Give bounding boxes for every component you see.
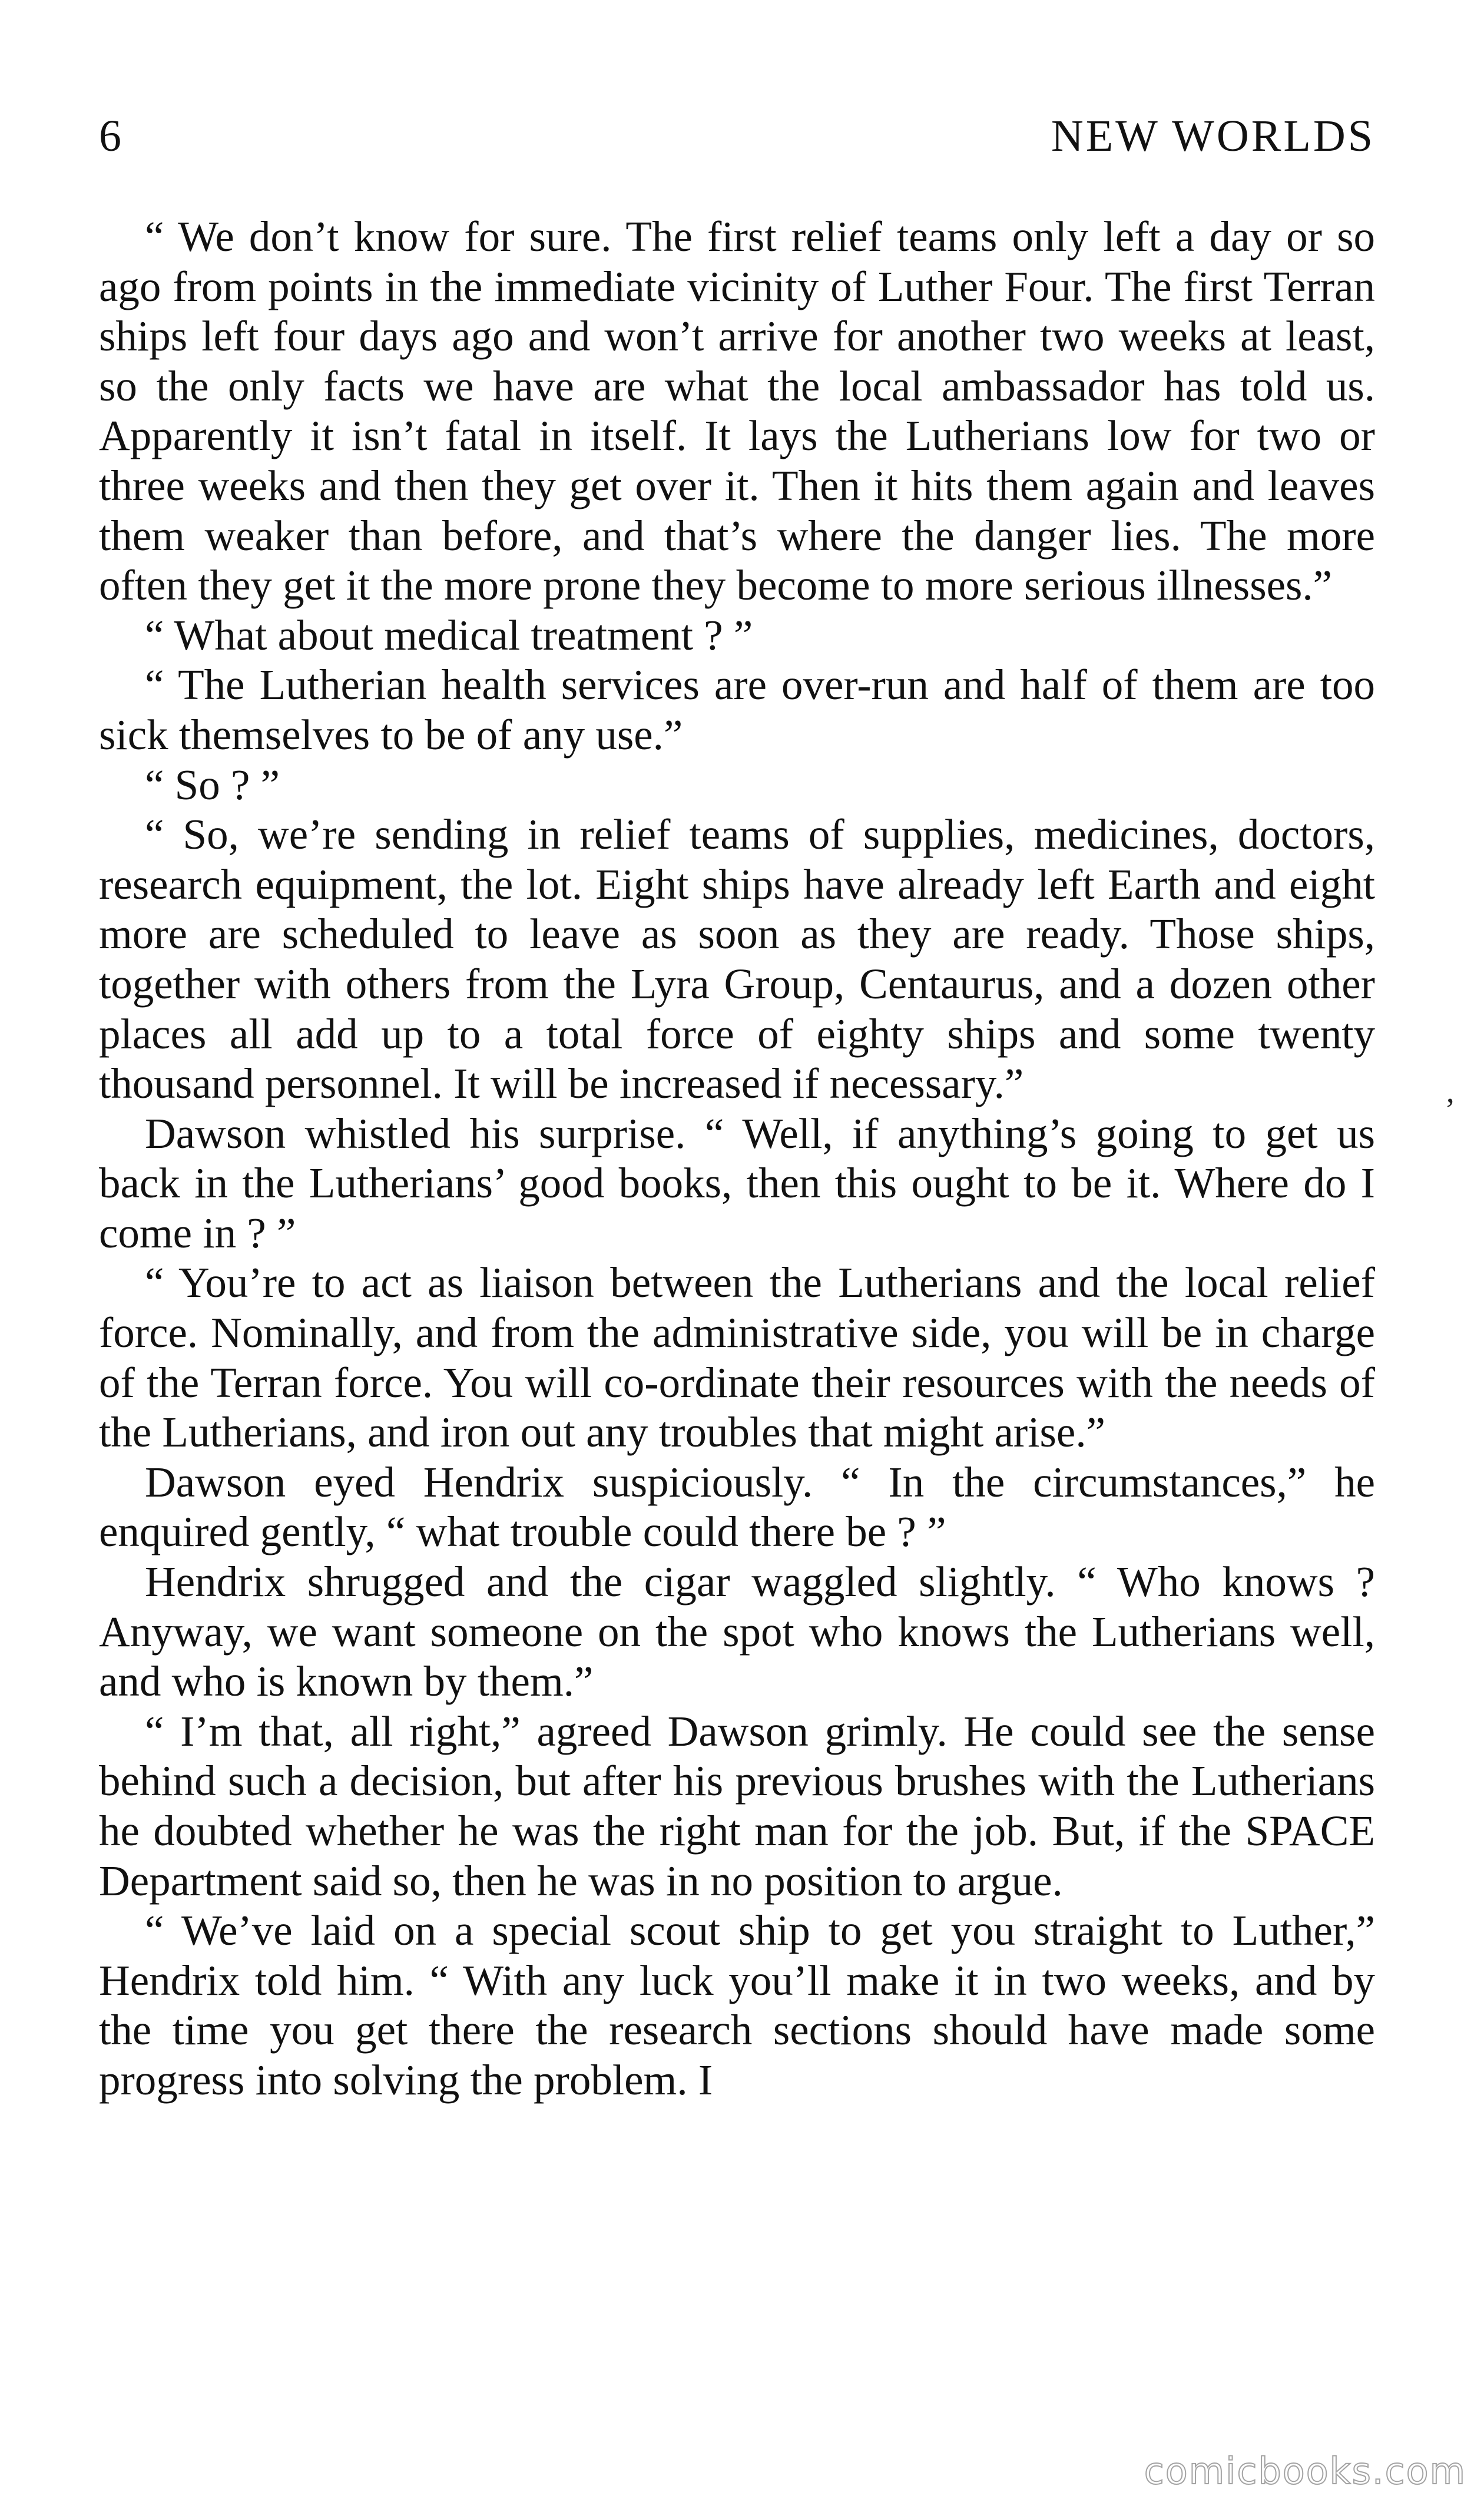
paragraph: “ We don’t know for sure. The first relief teams only left a day or so ago from points in the immediate vicinity of Luther Four. The first Terran ships left four days ago and won’t arrive for another two weeks at least, so the only facts we have are what the local ambassador has told us. Apparently it isn’t fatal in itself. It lays the Lutherians low for two or three weeks and then they get over it. Then it hits them again and leaves them weaker than before, and that’s where the danger lies. The more often they get it the more prone they become to more serious illnesses.” xyxy=(99,213,1375,610)
paragraph: “ What about medical treatment ? ” xyxy=(145,611,753,659)
paragraph: “ So, we’re sending in relief teams of supplies, medicines, doctors, research equipment, the lot. Eight ships have already left Earth and eight more are scheduled to leave as soon as they are ready. Those ships, together with others from the Lyra Group, Centaurus, and a dozen other places all add up to a total force of eighty ships and some twenty thousand personnel. It will be increased if necessary.” xyxy=(99,810,1375,1108)
page-header xyxy=(99,111,1375,176)
paragraph: Dawson whistled his surprise. “ Well, if anything’s going to get us back in the Lutherians’ good books, then this ought to be it. Where do I come in ? ” xyxy=(99,1109,1375,1257)
paragraph: “ The Lutherian health services are over-run and half of them are too sick themselves to be of any use.” xyxy=(99,661,1375,759)
paragraph: “ You’re to act as liaison between the Lutherians and the local relief force. Nominally, and from the administrative side, you will be in charge of the Terran force. You will co-ordinate their resources with the needs of the Lutherians, and iron out any troubles that might arise.” xyxy=(99,1259,1375,1457)
margin-mark: ’ xyxy=(1445,1092,1456,1128)
paragraph: “ So ? ” xyxy=(145,760,280,809)
paragraph: Hendrix shrugged and the cigar waggled slightly. “ Who knows ? Anyway, we want someone on the spot who knows the Lutherians well, and who is known by them.” xyxy=(99,1558,1375,1706)
running-title: NEW WORLDS xyxy=(1051,111,1375,161)
page-number: 6 xyxy=(99,111,121,161)
body-text xyxy=(99,212,1375,2106)
paragraph: “ I’m that, all right,” agreed Dawson grimly. He could see the sense behind such a decision, but after his previous brushes with the Lutherians he doubted whether he was the right man for the job. But, if the SPACE Department said so, then he was in no position to argue. xyxy=(99,1707,1375,1905)
paragraph: “ We’ve laid on a special scout ship to get you straight to Luther,” Hendrix told him. “ With any luck you’ll make it in two weeks, and by the time you get there the research sections should have made some progress into solving the problem. I xyxy=(99,1906,1375,2104)
paragraph: Dawson eyed Hendrix suspiciously. “ In the circumstances,” he enquired gently, “ what trouble could there be ? ” xyxy=(99,1458,1375,1556)
watermark-logo: comicbooks.com xyxy=(1144,2450,1466,2493)
